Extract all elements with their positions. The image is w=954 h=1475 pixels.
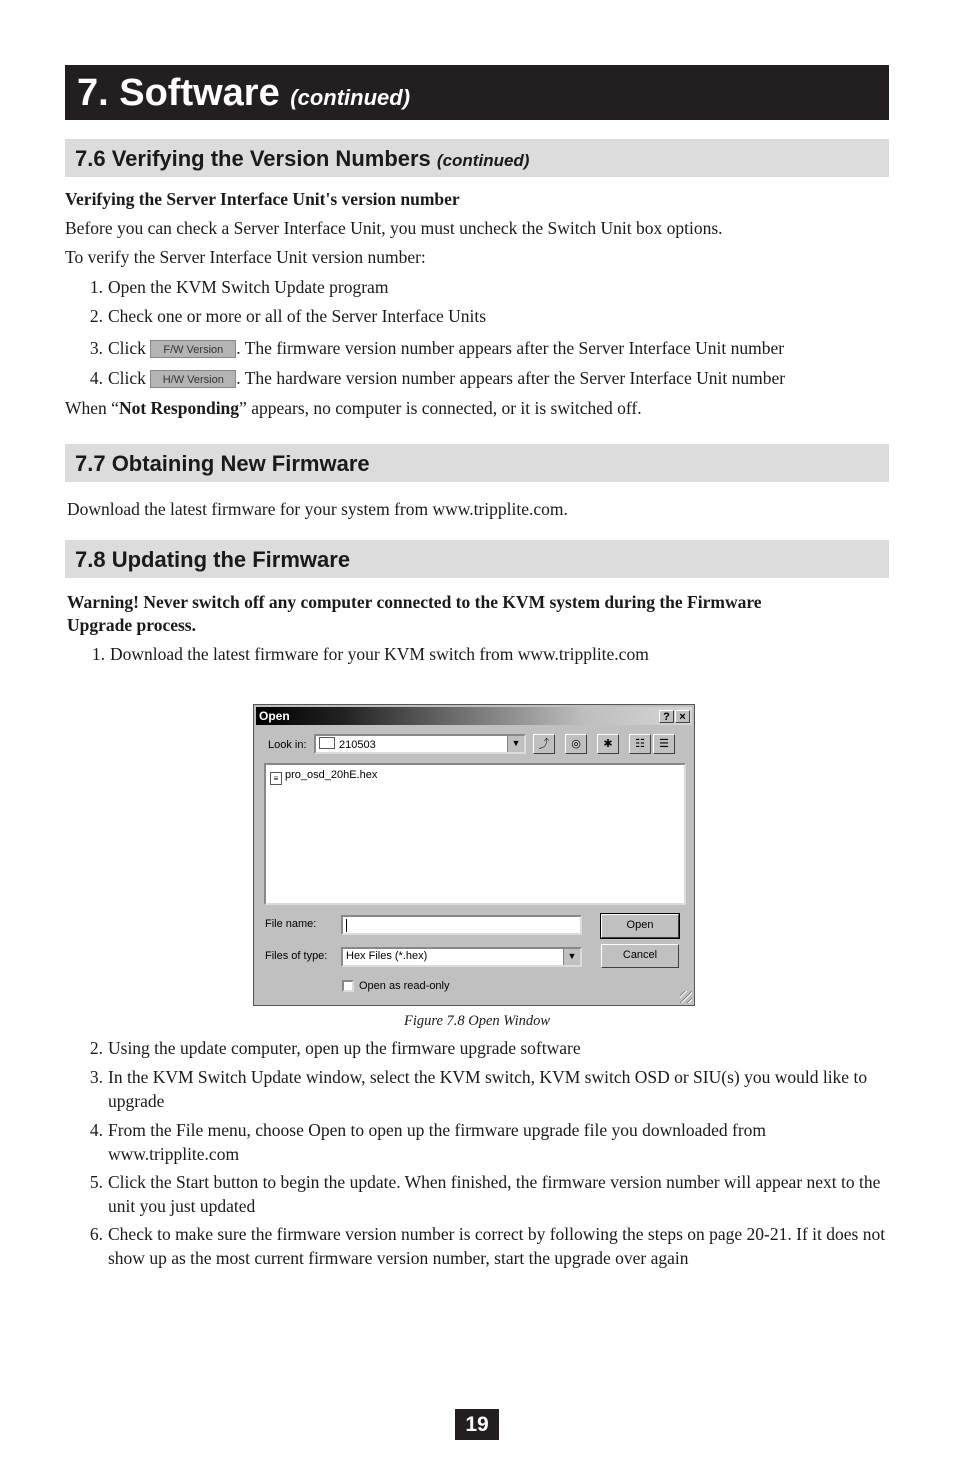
hw-version-button: H/W Version <box>150 370 236 388</box>
chapter-title <box>77 72 410 115</box>
look-in-value <box>319 737 376 751</box>
list-view-icon[interactable]: ☷ <box>629 734 651 754</box>
step-number: 6. <box>89 1224 103 1244</box>
figure-caption: Figure 7.8 Open Window <box>403 1013 551 1029</box>
new-folder-icon[interactable]: ✱ <box>597 734 619 754</box>
paragraph: Download the latest firmware for your system from www.tripplite.com. <box>67 499 568 519</box>
look-in-dropdown[interactable] <box>314 734 526 754</box>
chapter-header <box>65 65 889 120</box>
chapter-continued: (continued) <box>290 85 411 110</box>
step-number: 4. <box>89 1120 103 1140</box>
page-number: 19 <box>455 1409 499 1440</box>
look-in-text: 210503 <box>339 739 376 751</box>
warning-line: Warning! Never switch off any computer connected to the KVM system during the Firmware <box>67 592 762 612</box>
warning-line: Upgrade process. <box>67 615 196 635</box>
section-header-7-6 <box>65 139 889 177</box>
step-click-word: Click <box>108 338 146 358</box>
cancel-button[interactable]: Cancel <box>601 944 679 968</box>
step-number: 2. <box>89 1038 103 1058</box>
step-text: From the File menu, choose Open to open up the firmware upgrade file you downloaded from www.tripplite.com <box>108 1120 767 1164</box>
step-text: Check to make sure the firmware version number is correct by following the steps on page 20-21. If it does not show up as the most current firmware version number, start the upgrade over again <box>108 1224 886 1268</box>
section-header-7-7 <box>65 444 889 482</box>
text-cursor <box>346 919 347 932</box>
step-text: In the KVM Switch Update window, select the KVM switch, KVM switch OSD or SIU(s) you would like to upgrade <box>108 1067 868 1111</box>
step-number: 3. <box>89 338 103 358</box>
dialog-titlebar <box>256 707 692 725</box>
step-number: 1. <box>89 277 103 297</box>
file-item-name: pro_osd_20hE.hex <box>285 769 378 781</box>
open-button[interactable]: Open <box>601 914 679 938</box>
step-text: Open the KVM Switch Update program <box>108 277 389 297</box>
files-of-type-label: Files of type: <box>265 950 328 962</box>
step-number: 4. <box>89 368 103 388</box>
readonly-checkbox[interactable] <box>342 980 354 992</box>
files-of-type-value: Hex Files (*.hex) <box>346 950 428 962</box>
fw-version-button: F/W Version <box>150 340 236 358</box>
step-text: Download the latest firmware for your KVM switch from www.tripplite.com <box>110 644 649 664</box>
section-title: 7.8 Updating the Firmware <box>75 547 351 572</box>
step-text: Check one or more or all of the Server Interface Units <box>108 306 487 326</box>
step-number: 1. <box>91 644 105 664</box>
chapter-title-text: 7. Software <box>77 72 280 114</box>
step-text-rest: . The hardware version number appears after the Server Interface Unit number <box>236 368 786 388</box>
note-bold: Not Responding <box>118 398 240 418</box>
file-item[interactable] <box>270 769 377 785</box>
step-text: Click the Start button to begin the update. When finished, the firmware version number will appear next to the unit you just updated <box>108 1172 881 1216</box>
section-title: 7.7 Obtaining New Firmware <box>75 451 370 476</box>
desktop-icon[interactable]: ◎ <box>565 734 587 754</box>
help-icon[interactable]: ? <box>659 710 674 723</box>
note-pre: When “ <box>65 398 119 418</box>
section-continued: (continued) <box>436 151 530 170</box>
step-number: 3. <box>89 1067 103 1087</box>
step-text <box>108 337 784 360</box>
step-text-rest: . The firmware version number appears after the Server Interface Unit number <box>236 338 785 358</box>
paragraph: Before you can check a Server Interface Unit, you must uncheck the Switch Unit box options. <box>65 218 723 238</box>
dialog-title: Open <box>259 709 290 723</box>
readonly-label: Open as read-only <box>359 980 450 992</box>
file-list[interactable] <box>264 763 686 905</box>
look-in-label: Look in: <box>268 739 307 751</box>
step-text <box>108 367 785 390</box>
up-folder-icon[interactable]: ⤴ <box>533 734 555 754</box>
paragraph: To verify the Server Interface Unit version number: <box>65 247 426 267</box>
file-icon: ≡ <box>270 772 282 785</box>
chevron-down-icon[interactable]: ▼ <box>563 949 580 965</box>
details-view-icon[interactable]: ☰ <box>653 734 675 754</box>
section-title: 7.6 Verifying the Version Numbers <box>75 146 431 171</box>
files-of-type-dropdown[interactable] <box>341 947 582 967</box>
open-dialog <box>253 704 695 1006</box>
step-number: 2. <box>89 306 103 326</box>
folder-icon <box>319 737 335 749</box>
file-name-label: File name: <box>265 918 317 930</box>
step-click-word: Click <box>108 368 146 388</box>
subheading: Verifying the Server Interface Unit's version number <box>65 189 460 209</box>
file-name-input[interactable] <box>341 915 582 935</box>
close-icon[interactable]: × <box>675 710 690 723</box>
note-post: ” appears, no computer is connected, or it is switched off. <box>239 398 642 418</box>
step-text: Using the update computer, open up the firmware upgrade software <box>108 1038 581 1058</box>
note <box>65 397 642 420</box>
chevron-down-icon[interactable]: ▼ <box>507 736 524 752</box>
step-number: 5. <box>89 1172 103 1192</box>
resize-grip-icon[interactable] <box>680 991 692 1003</box>
section-header-7-8 <box>65 540 889 578</box>
